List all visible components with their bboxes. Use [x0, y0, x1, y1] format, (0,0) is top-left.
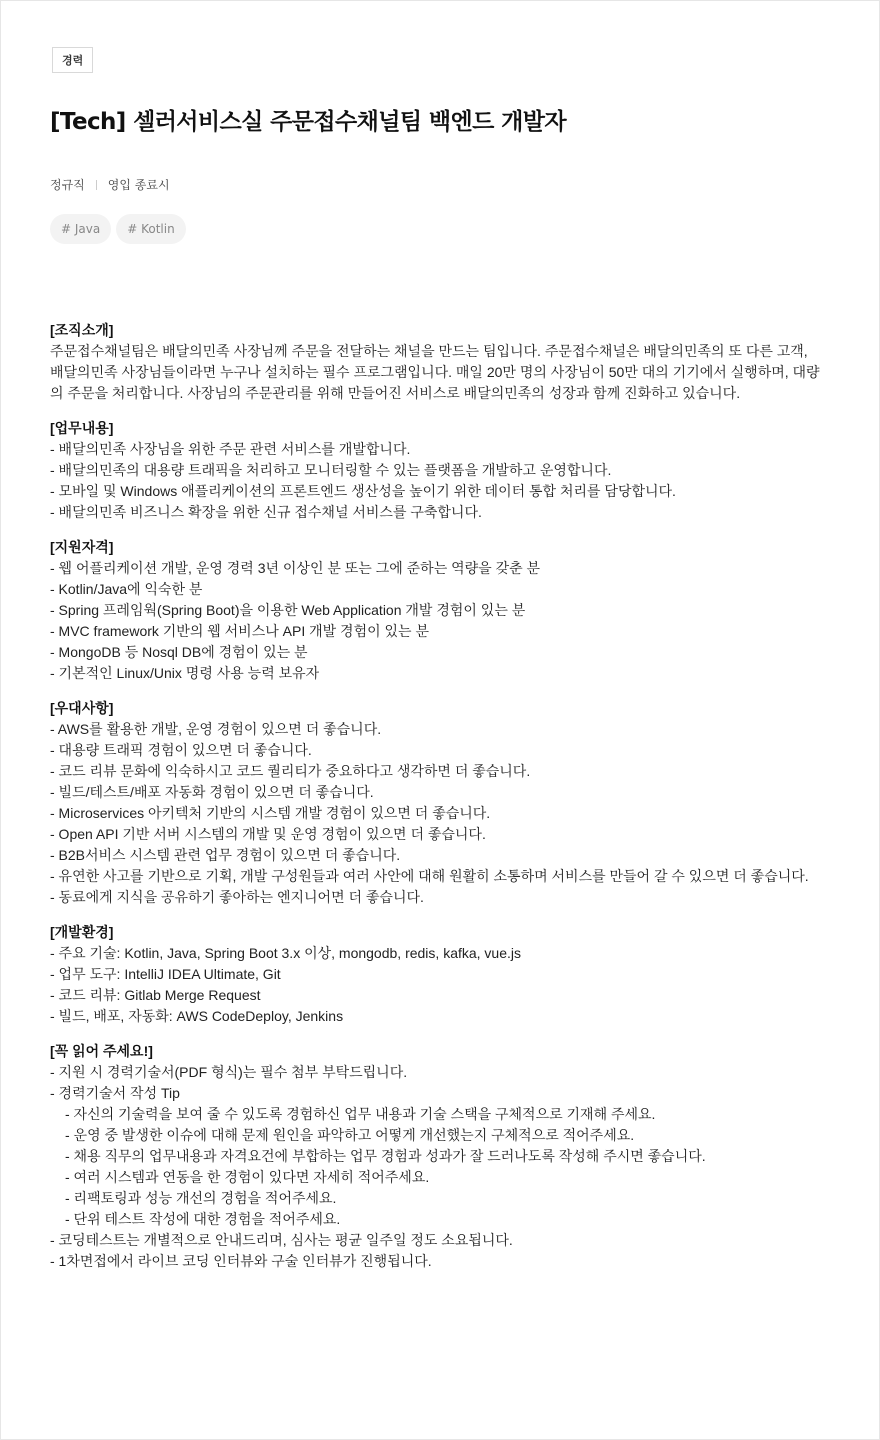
- list-item: - 코드 리뷰 문화에 익숙하시고 코드 퀄리티가 중요하다고 생각하면 더 좋습니다.: [50, 763, 531, 779]
- list-item: - 업무 도구: IntelliJ IDEA Ultimate, Git: [50, 966, 281, 982]
- list-item: - 코드 리뷰: Gitlab Merge Request: [50, 987, 261, 1003]
- list-item: - 지원 시 경력기술서(PDF 형식)는 필수 첨부 부탁드립니다.: [50, 1064, 408, 1080]
- section-lines: [50, 1062, 820, 1272]
- list-item: - AWS를 활용한 개발, 운영 경험이 있으면 더 좋습니다.: [50, 721, 382, 737]
- job-posting: [50, 47, 820, 1286]
- section-lines: [50, 943, 820, 1027]
- section-organization: [50, 320, 820, 404]
- section-heading: [개발환경]: [50, 924, 114, 940]
- list-item: - 동료에게 지식을 공유하기 좋아하는 엔지니어면 더 좋습니다.: [50, 889, 424, 905]
- list-item: - 빌드, 배포, 자동화: AWS CodeDeploy, Jenkins: [50, 1008, 344, 1024]
- list-item: - B2B서비스 시스템 관련 업무 경험이 있으면 더 좋습니다.: [50, 847, 401, 863]
- section-heading: [업무내용]: [50, 420, 114, 436]
- list-item: - 배달의민족 비즈니스 확장을 위한 신규 접수채널 서비스를 구축합니다.: [50, 504, 482, 520]
- section-lines: [50, 439, 820, 523]
- list-item: - 리팩토링과 성능 개선의 경험을 적어주세요.: [65, 1190, 337, 1206]
- list-item: - 코딩테스트는 개별적으로 안내드리며, 심사는 평균 일주일 정도 소요됩니다.: [50, 1232, 513, 1248]
- tag-list: [50, 214, 820, 244]
- section-heading: [우대사항]: [50, 700, 114, 716]
- list-item: - 대용량 트래픽 경험이 있으면 더 좋습니다.: [50, 742, 312, 758]
- list-item: - 기본적인 Linux/Unix 명령 사용 능력 보유자: [50, 665, 320, 681]
- tag-kotlin[interactable]: # Kotlin: [116, 214, 185, 244]
- organization-paragraph: 주문접수채널팀은 배달의민족 사장님께 주문을 전달하는 채널을 만드는 팀입니다. 주문접수채널은 배달의민족의 또 다른 고객, 배달의민족 사장님들이라면 누구나 설치하는 필수 프로그램입니다. 매일 20만 명의 사장님이 50만 대의 기기에서 실행하며, 대량의 주문을 처리합니다. 사장님의 주문관리를 위해 만들어진 서비스로 배달의민족의 성장과 함께 진화하고 있습니다.: [50, 343, 820, 401]
- section-duties: [50, 418, 820, 523]
- list-item: - 단위 테스트 작성에 대한 경험을 적어주세요.: [65, 1211, 341, 1227]
- section-heading: [지원자격]: [50, 539, 114, 555]
- tag-java[interactable]: # Java: [50, 214, 111, 244]
- list-item: - Spring 프레임웍(Spring Boot)을 이용한 Web Application 개발 경험이 있는 분: [50, 602, 526, 618]
- list-item: - 배달의민족의 대용량 트래픽을 처리하고 모니터링할 수 있는 플랫폼을 개발하고 운영합니다.: [50, 462, 612, 478]
- list-item: - 운영 중 발생한 이슈에 대해 문제 원인을 파악하고 어떻게 개선했는지 구체적으로 적어주세요.: [65, 1127, 635, 1143]
- career-badge: 경력: [52, 47, 93, 73]
- section-lines: [50, 719, 820, 908]
- section-heading: [조직소개]: [50, 322, 114, 338]
- job-description: [50, 320, 820, 1272]
- job-meta: [50, 176, 820, 193]
- list-item: - 배달의민족 사장님을 위한 주문 관련 서비스를 개발합니다.: [50, 441, 411, 457]
- list-item: - 1차면접에서 라이브 코딩 인터뷰와 구술 인터뷰가 진행됩니다.: [50, 1253, 432, 1269]
- list-item: - 웹 어플리케이션 개발, 운영 경력 3년 이상인 분 또는 그에 준하는 역량을 갖춘 분: [50, 560, 541, 576]
- section-heading: [꼭 읽어 주세요!]: [50, 1043, 153, 1059]
- list-item: - Open API 기반 서버 시스템의 개발 및 운영 경험이 있으면 더 좋습니다.: [50, 826, 486, 842]
- section-must-read: [50, 1041, 820, 1272]
- job-title: [Tech] 셀러서비스실 주문접수채널팀 백엔드 개발자: [50, 109, 567, 135]
- list-item: - Microservices 아키텍처 기반의 시스템 개발 경험이 있으면 더 좋습니다.: [50, 805, 491, 821]
- list-item: - 채용 직무의 업무내용과 자격요건에 부합하는 업무 경험과 성과가 잘 드러나도록 작성해 주시면 좋습니다.: [65, 1148, 706, 1164]
- list-item: - 여러 시스템과 연동을 한 경험이 있다면 자세히 적어주세요.: [65, 1169, 430, 1185]
- list-item: - MVC framework 기반의 웹 서비스나 API 개발 경험이 있는 분: [50, 623, 429, 639]
- list-item: - 경력기술서 작성 Tip: [50, 1085, 180, 1101]
- list-item: - Kotlin/Java에 익숙한 분: [50, 581, 203, 597]
- list-item: - 모바일 및 Windows 애플리케이션의 프론트엔드 생산성을 높이기 위한 데이터 통합 처리를 담당합니다.: [50, 483, 676, 499]
- section-environment: [50, 922, 820, 1027]
- section-lines: [50, 558, 820, 684]
- list-item: - MongoDB 등 Nosql DB에 경험이 있는 분: [50, 644, 308, 660]
- employment-type: 정규직: [50, 178, 85, 192]
- list-item: - 빌드/테스트/배포 자동화 경험이 있으면 더 좋습니다.: [50, 784, 374, 800]
- section-preferred: [50, 698, 820, 908]
- list-item: - 유연한 사고를 기반으로 기획, 개발 구성원들과 여러 사안에 대해 원활히 소통하며 서비스를 만들어 갈 수 있으면 더 좋습니다.: [50, 868, 809, 884]
- section-qualifications: [50, 537, 820, 684]
- list-item: - 주요 기술: Kotlin, Java, Spring Boot 3.x 이상, mongodb, redis, kafka, vue.js: [50, 945, 522, 961]
- meta-divider: [96, 180, 97, 190]
- list-item: - 자신의 기술력을 보여 줄 수 있도록 경험하신 업무 내용과 기술 스택을 구체적으로 기재해 주세요.: [65, 1106, 656, 1122]
- deadline: 영입 종료시: [107, 178, 170, 192]
